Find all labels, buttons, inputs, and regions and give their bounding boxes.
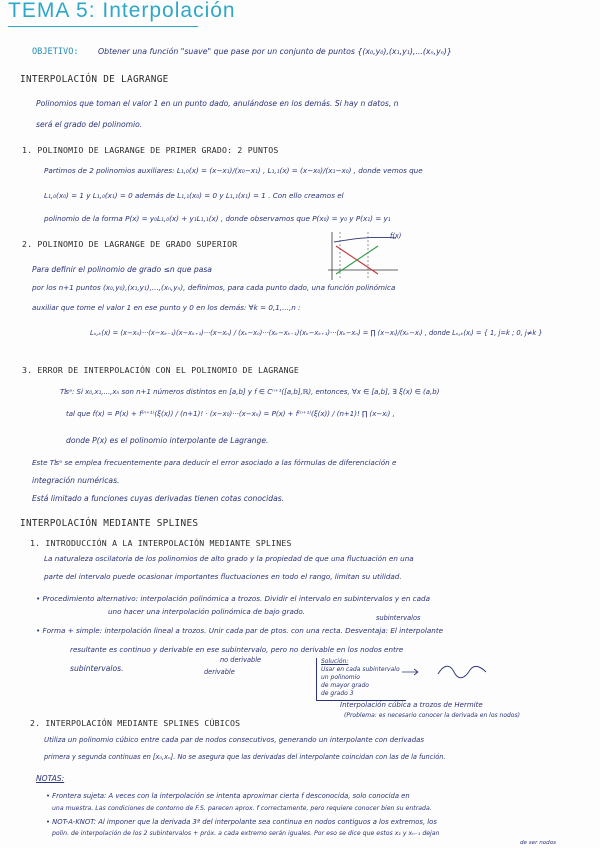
- body-line: Tʪᵃ: Si x₀,x₁,...,xₙ son n+1 números distintos en [a,b] y f ∈ Cⁿ⁺¹([a,b],ℝ), entonces, ∀x ∈ [a,b], ∃ ξ(x) ∈ (a,b): [60, 388, 440, 396]
- annotation: subintervalos: [376, 614, 421, 622]
- notas-label: NOTAS:: [36, 774, 65, 783]
- objetivo-label: OBJETIVO:: [32, 47, 79, 57]
- body-line: Este Tʪᵃ se emplea frecuentemente para deducir el error asociado a las fórmulas de diferenciación e: [32, 458, 397, 467]
- annotation: derivable: [204, 668, 235, 676]
- body-line: L₁,₀(x₀) = 1 y L₁,₀(x₁) = 0 además de L₁,₁(x₀) = 0 y L₁,₁(x₁) = 1 . Con ello creamos el: [44, 191, 344, 200]
- body-line: por los n+1 puntos (x₀,y₀),(x₁,y₁),...,(xₙ,yₙ), definimos, para cada punto dado, una función polinómica: [32, 283, 396, 292]
- body-line: donde P(x) es el polinomio interpolante de Lagrange.: [66, 436, 269, 445]
- graph-f-label: f(x): [390, 232, 402, 240]
- nota-line: una muestra. Las condiciones de contorno de F.S. parecen aprox. f correctamente, pero requiere conocer bien su entrada.: [52, 805, 432, 812]
- body-line: subintervalos.: [70, 664, 124, 673]
- body-line: polinomio de la forma P(x) = y₀L₁,₀(x) + y₁L₁,₁(x) , donde observamos que P(x₀) = y₀ y P(x₁) = y₁: [44, 214, 391, 223]
- solution-line: un polinomio: [321, 674, 360, 681]
- lagrange-intro-line: será el grado del polinomio.: [36, 120, 143, 129]
- solution-line: Usar en cada subintervalo: [321, 666, 400, 673]
- objetivo-text: Obtener una función "suave" que pase por un conjunto de puntos {(x₀,y₀),(x₁,y₁),...(xₙ,yₙ)}: [98, 47, 452, 56]
- body-line: Partimos de 2 polinomios auxiliares: L₁,₀(x) = (x−x₁)/(x₀−x₁) , L₁,₁(x) = (x−x₀)/(x₁−x₀) , donde vemos que: [44, 166, 423, 175]
- body-line: auxiliar que tome el valor 1 en ese punto y 0 en los demás: ∀k = 0,1,...,n :: [32, 303, 301, 312]
- splines-heading: INTERPOLACIÓN MEDIANTE SPLINES: [20, 518, 199, 529]
- section-heading: 2. POLINOMIO DE LAGRANGE DE GRADO SUPERIOR: [22, 239, 238, 249]
- f-curve: [334, 237, 396, 242]
- page-title: TEMA 5: Interpolación: [8, 0, 236, 22]
- solution-line: Solución:: [321, 658, 349, 665]
- body-line: La naturaleza oscilatoria de los polinomios de alto grado y la propiedad de que una fluctuación en una: [44, 554, 414, 563]
- body-line: Utiliza un polinomio cúbico entre cada par de nodos consecutivos, generando un interpolante con derivadas: [44, 736, 425, 744]
- annotation: no derivable: [220, 656, 262, 664]
- nota-line: • Frontera sujeta: A veces con la interpolación se intenta aproximar cierta f desconocida, solo conocida en: [46, 792, 410, 800]
- body-line: resultante es continuo y derivable en ese subintervalo, pero no derivable en los nodos entre: [70, 645, 404, 654]
- lagrange-heading: INTERPOLACIÓN DE LAGRANGE: [20, 74, 169, 85]
- section-heading: 1. POLINOMIO DE LAGRANGE DE PRIMER GRADO: 2 PUNTOS: [22, 145, 279, 155]
- body-line: Para definir el polinomio de grado ≤n que pasa: [32, 265, 212, 274]
- section-heading: 3. ERROR DE INTERPOLACIÓN CON EL POLINOMIO DE LAGRANGE: [22, 365, 299, 375]
- body-line: uno hacer una interpolación polinómica de bajo grado.: [108, 607, 306, 616]
- hermite-note: (Problema: es necesario conocer la derivada en los nodos): [344, 712, 520, 719]
- body-line: integración numéricas.: [32, 476, 120, 485]
- section-heading: 2. INTERPOLACIÓN MEDIANTE SPLINES CÚBICOS: [30, 718, 241, 728]
- title-underline: [8, 26, 198, 27]
- body-line: • Procedimiento alternativo: interpolación polinómica a trozos. Dividir el intervalo en subintervalos y en cada: [36, 594, 430, 603]
- lagrange-intro-line: Polinomios que toman el valor 1 en un punto dado, anulándose en los demás. Si hay n datos, n: [36, 99, 399, 108]
- body-line: parte del intervalo puede ocasionar importantes fluctuaciones en todo el rango, limitan su utilidad.: [44, 572, 402, 581]
- body-line: • Forma + simple: interpolación lineal a trozos. Unir cada par de ptos. con una recta. Desventaja: El interpolante: [36, 626, 444, 635]
- body-line: Está limitado a funciones cuyas derivadas tienen cotas conocidas.: [32, 494, 285, 503]
- solution-line: de grado 3: [321, 690, 354, 697]
- nota-line: • NOT-A-KNOT: Al imponer que la derivada 3ª del interpolante sea continua en nodos contiguos a los extremos, los: [46, 818, 437, 826]
- hermite-line: Interpolación cúbica a trozos de Hermite: [340, 701, 483, 709]
- error-formula: tal que f(x) = P(x) + f⁽ⁿ⁺¹⁾(ξ(x)) / (n+1)! · (x−x₀)···(x−xₙ) = P(x) + f⁽ⁿ⁺¹⁾(ξ(x)) / (n+1)! ∏ (x−xᵢ) ,: [66, 410, 395, 418]
- wavy-arrow: [398, 662, 498, 682]
- nota-line: de ser nodos: [520, 840, 557, 846]
- body-line: primera y segunda continuas en [x₀,xₙ]. No se asegura que las derivadas del interpolante coincidan con las de la función.: [44, 753, 446, 761]
- solution-line: de mayor grado: [321, 682, 369, 689]
- nota-line: polin. de interpolación de los 2 subintervalos + próx. a cada extremo serán iguales. Por eso se dice que estos x₁ y xₙ₋₁ dejan: [52, 830, 440, 837]
- solution-box: [316, 658, 406, 701]
- lagrange-basis-formula: Lₙ,ₖ(x) = (x−x₀)···(x−xₖ₋₁)(x−xₖ₊₁)···(x−xₙ) / (xₖ−x₀)···(xₖ−xₖ₋₁)(xₖ−xₖ₊₁)···(xₖ−xₙ) = ∏ (x−xᵢ)/(xₖ−xᵢ) , donde Lₙ,ₖ(xⱼ) = { 1, j=k ; 0, j≠k }: [90, 329, 543, 337]
- section-heading: 1. INTRODUCCIÓN A LA INTERPOLACIÓN MEDIANTE SPLINES: [30, 538, 292, 548]
